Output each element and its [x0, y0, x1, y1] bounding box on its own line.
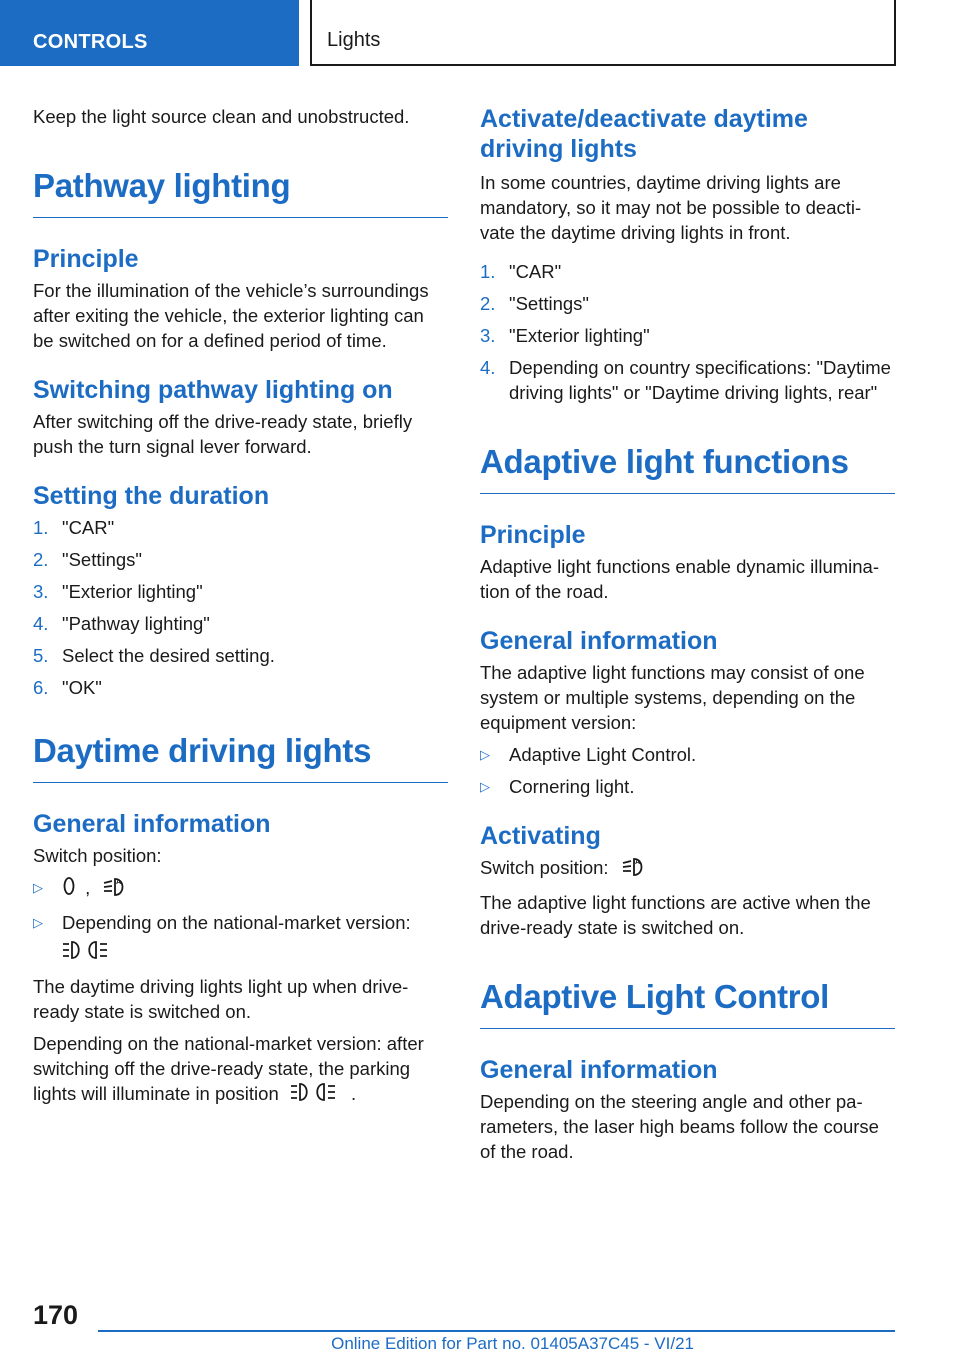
step-text: "Pathway lighting"	[62, 613, 210, 634]
separator-comma: ,	[85, 877, 91, 898]
principle-heading: Principle	[33, 245, 139, 273]
step-text: "OK"	[62, 677, 102, 698]
list-item	[480, 742, 895, 767]
parking-light-icon	[290, 1081, 340, 1109]
general-info-heading: General information	[33, 810, 271, 838]
step-text: "CAR"	[509, 261, 562, 282]
switching-text: After switching off the drive-ready state, briefly push the turn signal lever forward.	[33, 411, 413, 457]
auto-headlight-icon	[622, 855, 648, 883]
alc-general-heading: General information	[480, 1056, 718, 1085]
list-item	[33, 611, 448, 636]
light-off-icon	[62, 875, 76, 903]
adaptive-functions-heading: Adaptive light functions	[480, 443, 895, 494]
bullet-text: Adaptive Light Control.	[509, 744, 697, 765]
duration-steps	[33, 515, 448, 700]
switching-heading: Switching pathway lighting on	[33, 376, 393, 404]
step-number: 4.	[480, 357, 496, 378]
left-column	[33, 104, 448, 1116]
step-number: 1.	[480, 261, 496, 282]
step-number: 3.	[480, 325, 496, 346]
parking-text-end: .	[351, 1083, 357, 1105]
page-number: 170	[33, 1300, 79, 1330]
parking-light-icon	[62, 939, 112, 967]
general-info-heading: General information	[480, 627, 718, 655]
activating-text: The adaptive light functions are active when the drive-ready state is switched on.	[480, 892, 871, 939]
principle-heading: Principle	[480, 521, 586, 549]
duration-heading: Setting the duration	[33, 482, 270, 510]
topic-label: Lights	[327, 29, 381, 51]
list-item	[33, 910, 448, 967]
step-number: 3.	[33, 581, 49, 602]
list-item	[33, 643, 448, 668]
pathway-lighting-heading: Pathway lighting	[33, 167, 448, 218]
principle-text: For the illumination of the vehicle’s surroundings after exiting the vehicle, the exterior lighting can be switched on for a defined period of time.	[33, 280, 429, 351]
step-text: "Exterior lighting"	[509, 325, 650, 346]
list-item	[480, 291, 895, 316]
svg-text:A: A	[634, 859, 640, 867]
list-item	[480, 323, 895, 348]
auto-headlight-icon	[103, 875, 129, 903]
list-item	[33, 675, 448, 700]
list-item	[480, 355, 895, 405]
step-text: Select the desired setting.	[62, 645, 275, 666]
edition-text: Online Edition for Part no. 01405A37C45 - VI/21	[331, 1334, 694, 1353]
list-item	[480, 774, 895, 799]
step-number: 4.	[33, 613, 49, 634]
svg-text:A: A	[116, 879, 122, 887]
step-number: 1.	[33, 517, 49, 538]
step-text: "CAR"	[62, 517, 115, 538]
switch-position-line	[480, 855, 895, 883]
right-column	[480, 104, 895, 1171]
topic-header	[310, 0, 896, 66]
step-text: "Settings"	[509, 293, 589, 314]
triangle-bullet-icon: ▷	[33, 880, 43, 895]
step-text: "Settings"	[62, 549, 142, 570]
triangle-bullet-icon: ▷	[480, 747, 490, 762]
triangle-bullet-icon: ▷	[33, 915, 43, 931]
activating-heading: Activating	[480, 822, 601, 850]
daytime-text: The daytime driving lights light up when drive-ready state is switched on.	[33, 976, 409, 1023]
intro-text: Keep the light source clean and unobstructed.	[33, 106, 410, 127]
activate-steps	[480, 259, 895, 405]
alc-heading: Adaptive Light Control	[480, 978, 895, 1029]
section-label: CONTROLS	[33, 31, 148, 53]
general-info-text: The adaptive light functions may consist of one system or multiple systems, depending on the equipment version:	[480, 662, 865, 733]
step-text: "Exterior lighting"	[62, 581, 203, 602]
switch-position-label: Switch position:	[480, 857, 609, 878]
list-item	[33, 579, 448, 604]
adaptive-systems-list	[480, 742, 895, 799]
list-item	[33, 515, 448, 540]
activate-daytime-heading: Activate/deactivate daytime driving lights	[480, 105, 808, 163]
step-number: 2.	[480, 293, 496, 314]
step-number: 5.	[33, 645, 49, 666]
daytime-lights-heading: Daytime driving lights	[33, 732, 448, 783]
footer-divider	[98, 1330, 895, 1332]
switch-position-label: Switch position:	[33, 845, 162, 866]
list-item	[480, 259, 895, 284]
parking-text	[33, 1031, 448, 1109]
parking-text-body: Depending on the national-market version: after switching off the drive-ready state, the parking lights will illuminate in position	[33, 1033, 424, 1105]
principle-text: Adaptive light functions enable dynamic illumina-tion of the road.	[480, 556, 879, 602]
step-number: 6.	[33, 677, 49, 698]
switch-position-list	[33, 875, 448, 967]
triangle-bullet-icon: ▷	[480, 779, 490, 794]
list-item	[33, 547, 448, 572]
bullet-text: Cornering light.	[509, 776, 635, 797]
step-text: Depending on country specifications: "Daytime driving lights" or "Daytime driving lights, rear"	[509, 357, 891, 403]
list-item	[33, 875, 448, 903]
market-version-text: Depending on the national-market version:	[62, 912, 411, 934]
alc-text: Depending on the steering angle and other pa-rameters, the laser high beams follow the course of the road.	[480, 1091, 879, 1163]
section-tab	[0, 0, 299, 66]
step-number: 2.	[33, 549, 49, 570]
activate-text: In some countries, daytime driving lights are mandatory, so it may not be possible to deacti-vate the daytime driving lights in front.	[480, 172, 862, 243]
